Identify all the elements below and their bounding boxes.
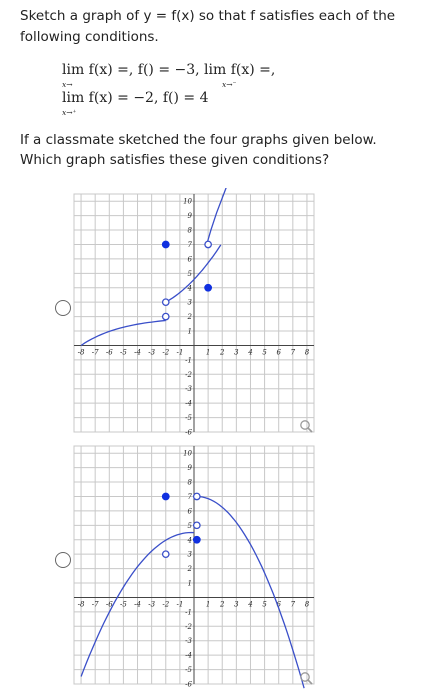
y-tick-label: 4 [187, 536, 192, 545]
open-point [163, 313, 169, 319]
x-tick-label: -5 [119, 600, 127, 609]
open-point [194, 493, 200, 499]
graph-option-1 [68, 188, 320, 438]
x-tick-label: 4 [248, 348, 253, 357]
x-tick-label: 2 [220, 348, 225, 357]
y-tick-label: -4 [185, 651, 192, 660]
y-tick-label: 10 [183, 449, 192, 458]
y-tick-label: -3 [185, 637, 192, 646]
closed-point [193, 536, 200, 543]
closed-point [162, 493, 169, 500]
x-tick-label: -8 [77, 348, 85, 357]
x-tick-label: 1 [205, 348, 211, 357]
y-tick-label: -4 [185, 399, 192, 408]
y-tick-label: 2 [187, 565, 192, 574]
x-tick-label: -4 [134, 348, 141, 357]
x-tick-label: 5 [262, 600, 267, 609]
question-intro: Sketch a graph of y = f(x) so that f satisfies each of the following conditions. [20, 8, 396, 45]
question-prompt: If a classmate sketched the four graphs given below. Which graph satisfies these given conditions? [20, 132, 377, 168]
x-tick-label: -7 [91, 348, 99, 357]
open-point [163, 551, 169, 557]
x-tick-label: -8 [77, 600, 85, 609]
limit-subscript-1: x→ [62, 80, 73, 89]
y-tick-label: 1 [187, 579, 192, 588]
x-tick-label: 3 [234, 600, 239, 609]
x-tick-label: 6 [276, 348, 281, 357]
x-tick-label: 3 [234, 348, 239, 357]
condition-line-2-text: lim f(x) = −2, f() = 4 [62, 90, 209, 106]
y-tick-label: -1 [185, 356, 192, 365]
limit-subscript-2: x→⁻ [222, 80, 237, 89]
y-tick-label: -6 [185, 680, 192, 689]
open-point [194, 522, 200, 528]
x-tick-label: 5 [262, 348, 267, 357]
x-tick-label: -7 [91, 600, 99, 609]
y-tick-label: 8 [187, 478, 192, 487]
graph-option-2 [68, 440, 320, 690]
y-tick-label: 3 [187, 298, 192, 307]
x-tick-label: -3 [148, 600, 156, 609]
x-tick-label: 7 [290, 600, 296, 609]
y-tick-label: 6 [187, 255, 192, 264]
x-tick-label: 8 [304, 600, 310, 609]
y-tick-label: 10 [183, 197, 192, 206]
x-tick-label: 8 [304, 348, 310, 357]
y-tick-label: 3 [187, 550, 192, 559]
y-tick-label: 5 [187, 521, 192, 530]
y-tick-label: 2 [187, 313, 192, 322]
y-tick-label: 9 [187, 464, 192, 473]
x-tick-label: -2 [162, 348, 170, 357]
y-tick-label: 1 [187, 327, 192, 336]
x-tick-label: -6 [105, 348, 113, 357]
x-tick-label: 4 [248, 600, 253, 609]
y-tick-label: 9 [187, 212, 192, 221]
condition-line-2 [62, 90, 209, 106]
y-tick-label: -5 [185, 666, 192, 675]
x-tick-label: 7 [290, 348, 296, 357]
x-tick-label: -6 [105, 600, 113, 609]
closed-point [205, 284, 212, 291]
x-tick-label: 6 [276, 600, 281, 609]
limit-subscript-3: x→⁺ [62, 108, 77, 117]
x-tick-label: -2 [162, 600, 170, 609]
condition-line-1-text: lim f(x) =, f() = −3, lim f(x) =, [62, 62, 276, 78]
y-tick-label: 8 [187, 226, 192, 235]
y-tick-label: -2 [185, 622, 192, 631]
x-tick-label: -4 [134, 600, 141, 609]
y-tick-label: 6 [187, 507, 192, 516]
x-tick-label: -1 [176, 348, 184, 357]
y-tick-label: 5 [187, 269, 192, 278]
open-point [163, 299, 169, 305]
open-point [205, 241, 211, 247]
y-tick-label: -3 [185, 385, 192, 394]
x-tick-label: -1 [176, 600, 184, 609]
closed-point [162, 241, 169, 248]
y-tick-label: 7 [187, 240, 192, 249]
x-tick-label: -5 [119, 348, 127, 357]
x-tick-label: -3 [148, 348, 156, 357]
y-tick-label: 7 [187, 492, 192, 501]
y-tick-label: -6 [185, 428, 192, 437]
condition-line-1 [62, 62, 275, 78]
x-tick-label: 1 [205, 600, 211, 609]
y-tick-label: 4 [187, 284, 192, 293]
y-tick-label: -2 [185, 370, 192, 379]
y-tick-label: -1 [185, 608, 192, 617]
y-tick-label: -5 [185, 414, 192, 423]
x-tick-label: 2 [220, 600, 225, 609]
